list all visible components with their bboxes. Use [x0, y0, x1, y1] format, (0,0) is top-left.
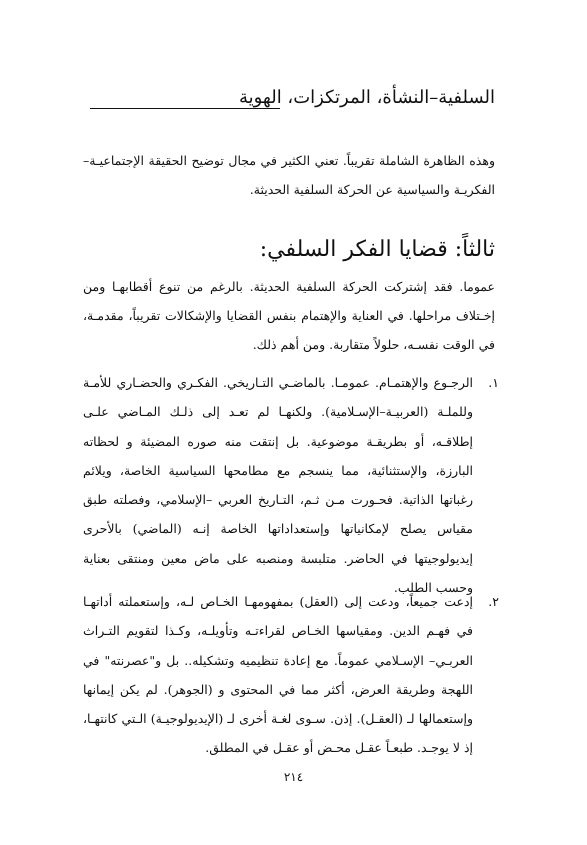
numbered-list-item-2-wrapper	[83, 587, 499, 763]
page-number: ٢١٤	[283, 770, 304, 784]
list-item-number: ٢.	[488, 594, 499, 609]
header-rule	[90, 108, 280, 109]
body-paragraph: عموما. فقد إشتركت الحركة السلفية الحديثة. بالرغم من تنوع أقطابهـا ومن إخـتلاف مراحلها. في العناية والإهتمام بنفس القضايا والإشكالات تقريباً، مقدمـة، في الوقت نفسـه، حلولاً متقاربة. ومن أهم ذلك.	[83, 279, 495, 352]
list-item	[83, 587, 499, 763]
running-head-title: السلفية–النشأة، المرتكزات، الهوية	[238, 87, 495, 108]
list-item-number: ١.	[488, 375, 499, 390]
numbered-list-item-1-wrapper	[83, 368, 499, 602]
section-heading: ثالثاً: قضايا الفكر السلفي:	[259, 237, 495, 262]
list-item-text: الرجـوع والإهتمـام. عمومـا. بالماضـي التـاريخي. الفكـري والحضـاري للأمـة وللملـة (العربيـة–الإسـلامية). ولكنهـا لم تعـد إلى ذلـك المـاضي علـى إطلاقـه، أو بطريقـة موضوعية. بل إنتقت منه صوره المضيئة و لحظاته البارزة، والإستثنائية، مما ينسجم مع مطامحها السياسية الخاصة، ويلائم رغباتها الذاتية. فحـورت مـن ثـم، التـاريخ العربي –الإسلامي، وفصلته طبق مقياس يصلح لإمكانياتها وإستعداداتها الخاصة إنـه (الماضي) بالأحرى إيديولوجيتها في الحاضر. متلبسة ومنصبه على ماض معين ومنتقى بعناية وحسب الطلب.	[83, 375, 473, 596]
list-item	[83, 368, 499, 602]
list-item-text: إدعت جميعاً، ودعت إلى (العقل) بمفهومهـا الخـاص لـه، وإستعملته أداتهـا في فهـم الدين. ومقياسها الخـاص لقراءتـه وتأويلـه، وكـذا لتقويم التـراث العربـي– الإسـلامي عموماً. مع إعادة تنظيميه وتشكيله.. بل و"عصرنته" في اللهجة وطريقة العرض، أكثر مما في المحتوى و (الجوهر). لم يكن إيمانها وإستعمالها لـ (العقـل). إذن. سـوى لغـة أخرى لـ (الإيديولوجيـة) الـتي كانتهـا، إذ لا يوجـد. طبعـاً عقـل محـض أو عقـل في المطلق.	[83, 594, 473, 756]
intro-paragraph: وهذه الظاهرة الشاملة تقريباً. تعني الكثير في مجال توضيح الحقيقة الإجتماعيـة– الفكريـة والسياسية عن الحركة السلفية الحديثة.	[83, 153, 495, 197]
